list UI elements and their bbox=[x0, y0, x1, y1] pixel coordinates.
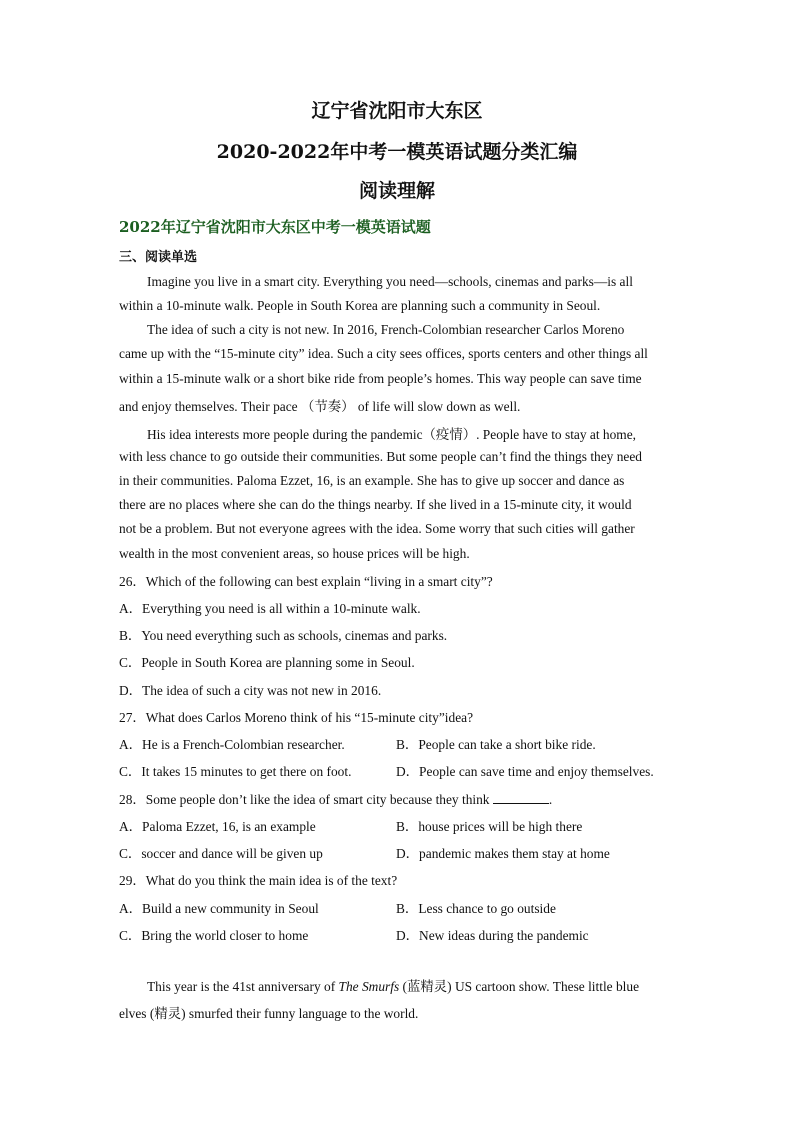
passage-line: within a 15-minute walk or a short bike ride from people’s homes. This way people can save time bbox=[119, 371, 642, 386]
option-26-b: B．You need everything such as schools, cinemas and parks. bbox=[119, 628, 448, 643]
option-29-c: C．Bring the world closer to home bbox=[119, 928, 309, 943]
option-28-a: A．Paloma Ezzet, 16, is an example bbox=[119, 819, 316, 834]
option-29-b: B．Less chance to go outside bbox=[396, 901, 556, 916]
option-27-c: C．It takes 15 minutes to get there on foot. bbox=[119, 764, 352, 779]
title-topic: 阅读理解 bbox=[358, 180, 435, 202]
question-28-end: . bbox=[548, 792, 553, 807]
passage2-line: elves (精灵) smurfed their funny language to the world. bbox=[119, 1006, 419, 1021]
question-26: 26．Which of the following can best explain “living in a smart city”? bbox=[119, 574, 493, 589]
question-27: 27．What does Carlos Moreno think of his “15-minute city”idea? bbox=[119, 710, 474, 725]
passage-line: came up with the “15-minute city” idea. Such a city sees offices, sports centers and other things all bbox=[119, 346, 648, 361]
option-26-d: D．The idea of such a city was not new in 2016. bbox=[119, 683, 382, 698]
passage-line: The idea of such a city is not new. In 2016, French-Colombian researcher Carlos Moreno bbox=[147, 322, 625, 337]
option-28-b: B．house prices will be high there bbox=[396, 819, 583, 834]
answer-blank bbox=[493, 791, 549, 804]
title-region: 辽宁省沈阳市大东区 bbox=[311, 100, 483, 122]
passage2-text: (蓝精灵) US cartoon show. These little blue bbox=[399, 979, 640, 994]
passage-line: with less chance to go outside their communities. But some people can’t find the things they need bbox=[119, 449, 642, 464]
exam-subtitle: 2022年辽宁省沈阳市大东区中考一模英语试题 bbox=[119, 218, 431, 236]
option-26-c: C．People in South Korea are planning some in Seoul. bbox=[119, 655, 415, 670]
option-28-c: C．soccer and dance will be given up bbox=[119, 846, 323, 861]
passage-line: not be a problem. But not everyone agrees with the idea. Some worry that such cities will gather bbox=[119, 521, 635, 536]
option-27-a: A．He is a French-Colombian researcher. bbox=[119, 737, 345, 752]
passage-line: in their communities. Paloma Ezzet, 16, is an example. She has to give up soccer and dance as bbox=[119, 473, 625, 488]
question-29: 29．What do you think the main idea is of the text? bbox=[119, 873, 398, 888]
passage-line: and enjoy themselves. Their pace （节奏） of life will slow down as well. bbox=[119, 399, 521, 414]
passage-line: there are no places where she can do the things nearby. If she lived in a 15-minute city, it would bbox=[119, 497, 632, 512]
passage-line: within a 10-minute walk. People in South Korea are planning such a community in Seoul. bbox=[119, 298, 601, 313]
option-28-d: D．pandemic makes them stay at home bbox=[396, 846, 610, 861]
option-27-b: B．People can take a short bike ride. bbox=[396, 737, 596, 752]
option-29-d: D．New ideas during the pandemic bbox=[396, 928, 589, 943]
passage2-line bbox=[147, 976, 707, 995]
question-28-text: 28．Some people don’t like the idea of smart city because they think bbox=[119, 792, 490, 807]
passage-line: His idea interests more people during the pandemic（疫情）. People have to stay at home, bbox=[147, 427, 637, 442]
option-26-a: A．Everything you need is all within a 10-minute walk. bbox=[119, 601, 421, 616]
title-exam-series: 2020-2022年中考一模英语试题分类汇编 bbox=[216, 141, 578, 163]
question-28 bbox=[119, 789, 552, 808]
passage-line: Imagine you live in a smart city. Everything you need—schools, cinemas and parks—is all bbox=[147, 274, 633, 289]
passage2-text: This year is the 41st anniversary of bbox=[147, 979, 339, 994]
show-title: The Smurfs bbox=[338, 979, 400, 994]
section-heading: 三、阅读单选 bbox=[119, 250, 198, 265]
option-27-d: D．People can save time and enjoy themselves. bbox=[396, 764, 654, 779]
option-29-a: A．Build a new community in Seoul bbox=[119, 901, 319, 916]
passage-line: wealth in the most convenient areas, so house prices will be high. bbox=[119, 546, 470, 561]
